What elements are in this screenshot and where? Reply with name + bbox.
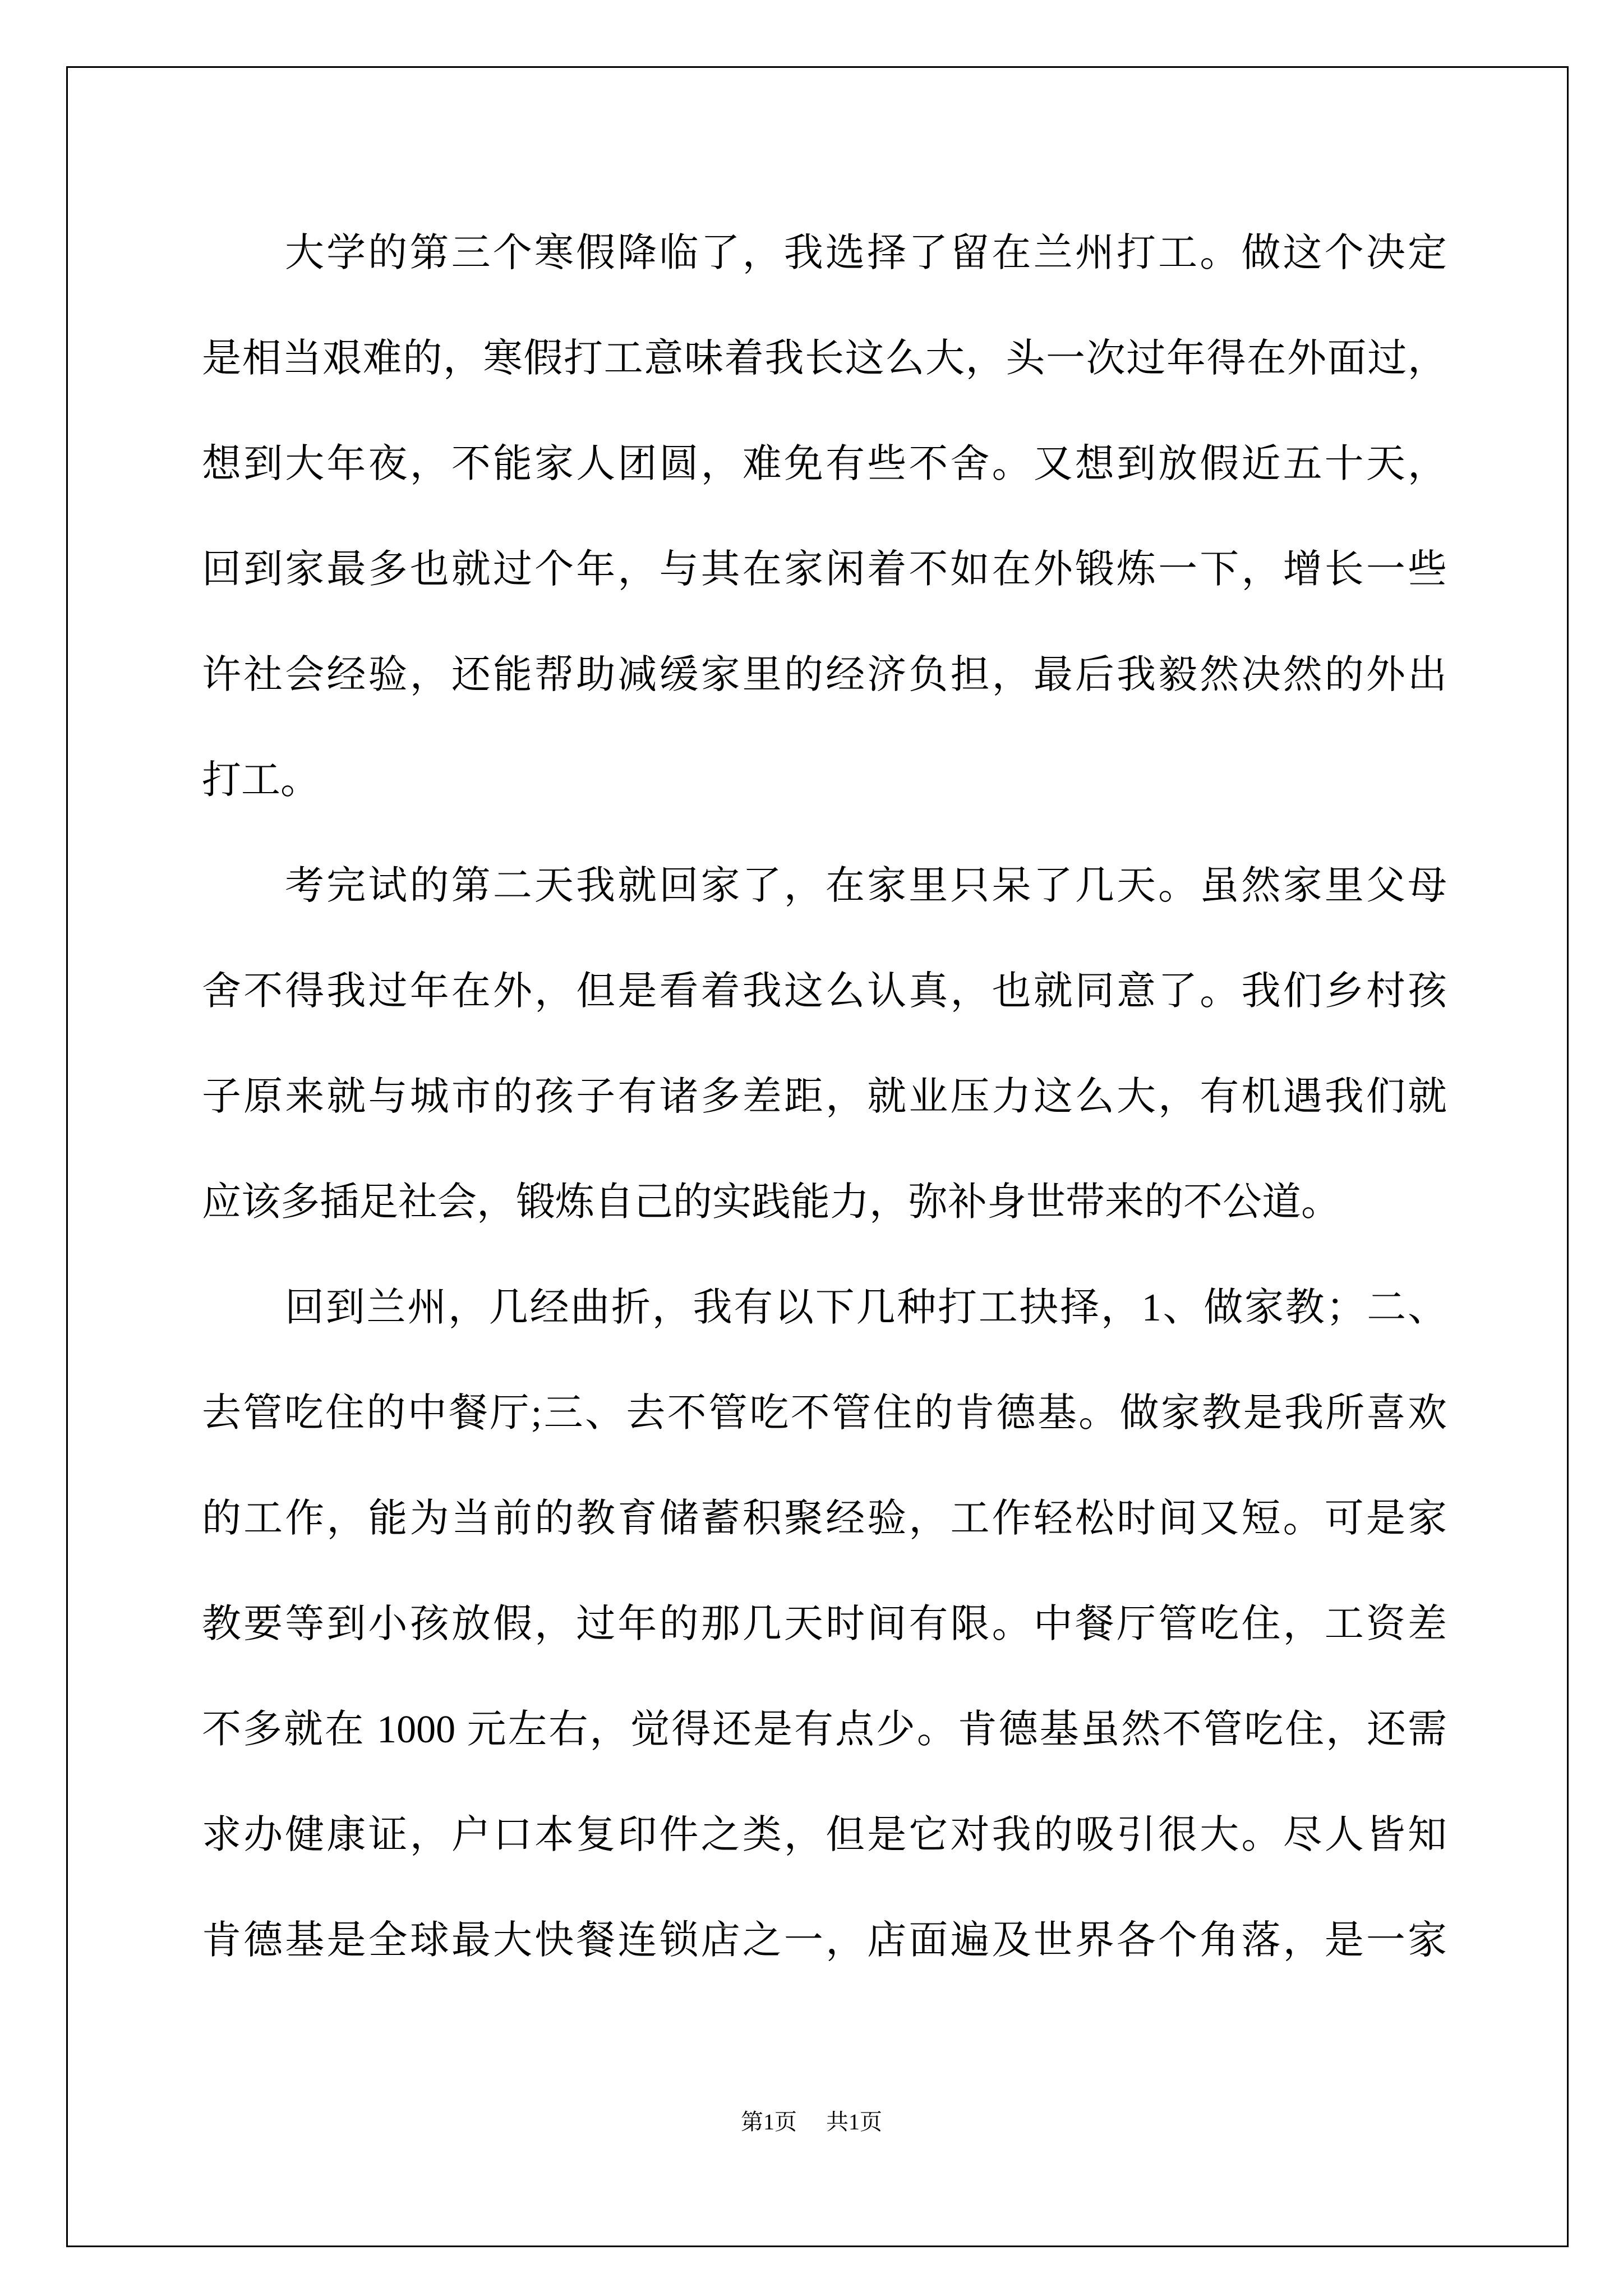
text-line: 许社会经验，还能帮助减缓家里的经济负担，最后我毅然决然的外出 bbox=[202, 654, 1447, 697]
text-line: 不多就在 1000 元左右，觉得还是有点少。肯德基虽然不管吃住，还需 bbox=[202, 1708, 1447, 1751]
text-line: 是相当艰难的，寒假打工意味着我长这么大，头一次过年得在外面过， bbox=[202, 337, 1447, 380]
text-line: 去管吃住的中餐厅;三、去不管吃不管住的肯德基。做家教是我所喜欢 bbox=[202, 1392, 1447, 1435]
text-line: 舍不得我过年在外，但是看着我这么认真，也就同意了。我们乡村孩 bbox=[202, 970, 1447, 1013]
text-line: 求办健康证，户口本复印件之类，但是它对我的吸引很大。尽人皆知 bbox=[202, 1814, 1447, 1857]
text-line: 的工作，能为当前的教育储蓄积聚经验，工作轻松时间又短。可是家 bbox=[202, 1497, 1447, 1540]
text-line: 肯德基是全球最大快餐连锁店之一，店面遍及世界各个角落，是一家 bbox=[202, 1919, 1447, 1962]
text-line: 大学的第三个寒假降临了，我选择了留在兰州打工。做这个决定 bbox=[285, 232, 1447, 275]
paragraph-2 bbox=[202, 834, 1447, 1255]
text-line: 考完试的第二天我就回家了，在家里只呆了几天。虽然家里父母 bbox=[285, 864, 1447, 908]
text-line: 想到大年夜，不能家人团圆，难免有些不舍。又想到放假近五十天， bbox=[202, 443, 1447, 486]
text-line: 应该多插足社会，锻炼自己的实践能力，弥补身世带来的不公道。 bbox=[202, 1181, 1340, 1224]
text-line: 子原来就与城市的孩子有诸多差距，就业压力这么大，有机遇我们就 bbox=[202, 1075, 1447, 1119]
text-line: 教要等到小孩放假，过年的那几天时间有限。中餐厅管吃住，工资差 bbox=[202, 1603, 1447, 1646]
page-total: 共1页 bbox=[826, 2109, 882, 2134]
paragraph-1 bbox=[202, 201, 1447, 834]
text-line: 回到兰州，几经曲折，我有以下几种打工抉择，1、做家教；二、 bbox=[285, 1286, 1447, 1329]
text-line: 回到家最多也就过个年，与其在家闲着不如在外锻炼一下，增长一些 bbox=[202, 548, 1447, 591]
text-line: 打工。 bbox=[202, 759, 320, 802]
paragraph-3 bbox=[202, 1255, 1447, 1994]
document-body bbox=[202, 201, 1447, 1994]
page-footer bbox=[0, 2107, 1623, 2137]
page-number: 第1页 bbox=[741, 2109, 797, 2134]
